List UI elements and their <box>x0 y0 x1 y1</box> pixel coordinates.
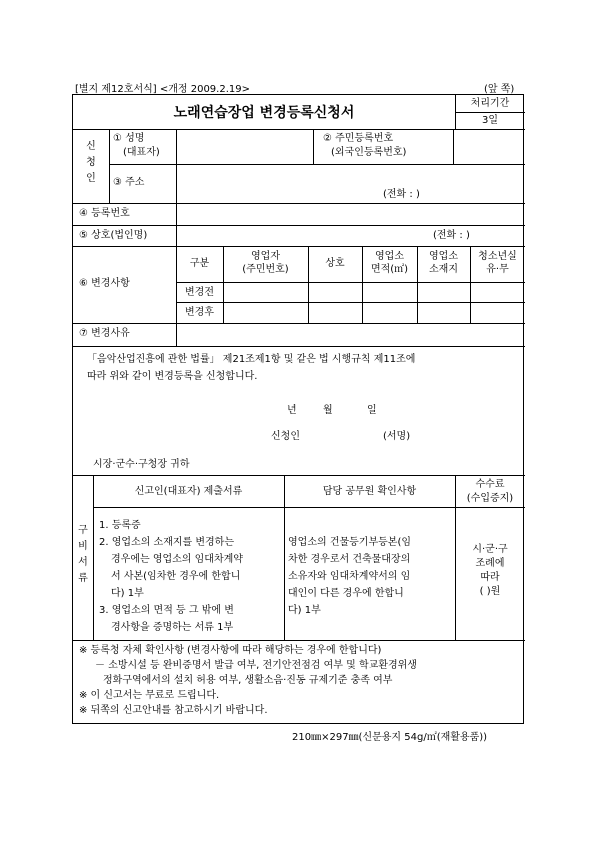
submit-item: 경우에는 영업소의 임대차계약 <box>111 554 243 565</box>
applicant-sign-label: 신청인 <box>271 431 300 442</box>
header-youth-room-sub: 유·무 <box>486 264 509 275</box>
required-documents-label: 구 비 서 류 <box>78 525 88 584</box>
submit-item: 2. 영업소의 소재지를 변경하는 <box>99 537 234 548</box>
confirm-item: 차한 경우로서 건축물대장의 <box>288 554 411 565</box>
submit-item: 경사항을 증명하는 서류 1부 <box>111 622 234 633</box>
form-number: [별지 제12호서식] <개정 2009.2.19> <box>75 84 250 95</box>
paper-spec: 210㎜×297㎜(신문용지 54g/㎡(재활용품)) <box>292 732 488 743</box>
header-area-sub: 면적(㎡) <box>370 264 409 275</box>
header-location-sub: 소재지 <box>429 264 458 275</box>
fee-item: 시·군·구 <box>472 544 508 555</box>
page-side: (앞 쪽) <box>484 84 515 95</box>
recipient: 시장·군수·구청장 귀하 <box>93 459 190 470</box>
note-line: ※ 이 신고서는 무료로 드립니다. <box>79 690 220 701</box>
applicant-label: 신 청 인 <box>86 141 96 184</box>
name-sub-label: (대표자) <box>123 147 160 158</box>
fee-item: 따라 <box>480 572 500 583</box>
header-operator-sub: (주민번호) <box>242 264 289 275</box>
header-trade: 상호 <box>325 258 345 269</box>
note-line: － 소방시설 등 완비증명서 발급 여부, 전기안전점검 여부 및 학교환경위생 <box>95 660 417 671</box>
header-area: 영업소 <box>375 251 404 262</box>
date-month: 월 <box>323 405 333 416</box>
fee-header-sub: (수입증지) <box>466 493 514 504</box>
note-line: 정화구역에서의 설치 허용 여부, 생활소음·진동 규제기준 충족 여부 <box>103 675 393 686</box>
name-label: ① 성명 <box>113 133 145 144</box>
confirm-item: 대인이 다른 경우에 한합니 <box>288 588 404 599</box>
after-change-label: 변경후 <box>185 307 214 318</box>
change-matters-label: ⑥ 변경사항 <box>79 278 130 289</box>
confirm-item: 영업소의 건물등기부등본(임 <box>288 537 411 548</box>
submit-documents-header: 신고인(대표자) 제출서류 <box>134 486 243 497</box>
application-form <box>72 94 524 724</box>
header-youth-room: 청소년실 <box>478 251 517 262</box>
trade-phone: (전화 : ) <box>433 230 470 241</box>
submit-item: 1. 등록증 <box>99 520 141 531</box>
address-label: ③ 주소 <box>113 177 145 188</box>
statement-line-1: 「음악산업진흥에 관한 법률」 제21조제1항 및 같은 법 시행규칙 제11조에 <box>87 354 416 365</box>
statement-line-2: 따라 위와 같이 변경등록을 신청합니다. <box>87 371 258 382</box>
official-confirm-header: 담당 공무원 확인사항 <box>322 486 417 497</box>
rrn-label: ② 주민등록번호 <box>323 133 394 144</box>
date-day: 일 <box>367 405 377 416</box>
confirm-item: 소유자와 임대차계약서의 임 <box>288 571 411 582</box>
confirm-item: 다) 1부 <box>288 605 321 616</box>
submit-item: 다) 1부 <box>111 588 144 599</box>
submit-item: 서 사본(임차한 경우에 한합니 <box>111 571 241 582</box>
change-reason-label: ⑦ 변경사유 <box>79 328 130 339</box>
header-operator: 영업자 <box>251 251 280 262</box>
rrn-sub-label: (외국인등록번호) <box>331 147 407 158</box>
processing-period-value: 3일 <box>481 115 499 126</box>
header-category: 구분 <box>189 258 210 269</box>
note-line: ※ 뒤쪽의 신고안내를 참고하시기 바랍니다. <box>79 705 268 716</box>
date-year: 년 <box>287 405 297 416</box>
signature-label: (서명) <box>383 431 411 442</box>
processing-period-label: 처리기간 <box>470 98 510 109</box>
fee-item: 조례에 <box>475 558 505 569</box>
header-location: 영업소 <box>429 251 458 262</box>
fee-item: ( )원 <box>479 586 501 597</box>
submit-item: 3. 영업소의 면적 등 그 밖에 변 <box>99 605 234 616</box>
fee-header: 수수료 <box>475 479 505 490</box>
before-change-label: 변경전 <box>185 287 214 298</box>
note-line: ※ 등록청 자체 확인사항 (변경사항에 따라 해당하는 경우에 한합니다) <box>79 645 382 656</box>
registration-number-label: ④ 등록번호 <box>79 208 130 219</box>
trade-name-label: ⑤ 상호(법인명) <box>79 230 148 241</box>
form-title: 노래연습장업 변경등록신청서 <box>173 105 355 121</box>
address-phone: (전화 : ) <box>383 189 420 200</box>
